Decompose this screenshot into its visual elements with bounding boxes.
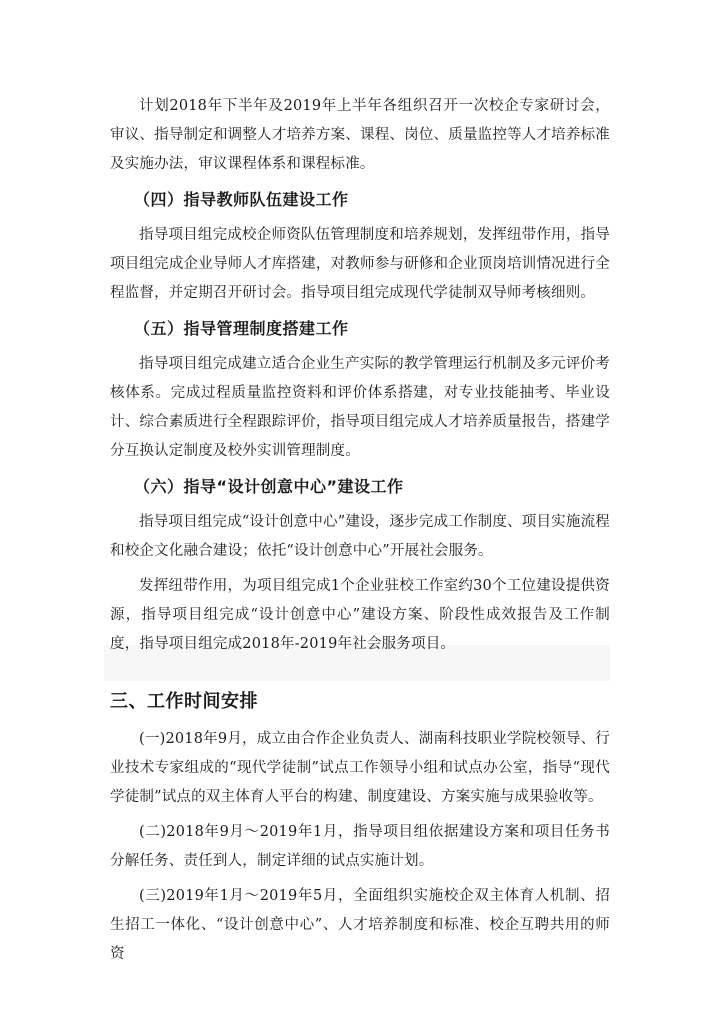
section-heading-schedule: 三、工作时间安排 (110, 691, 258, 712)
para-design-center: 指导项目组完成“设计创意中心”建设，逐步完成工作制度、项目实施流程和校企文化融合建设；依托“设计创意中心”开展社会服务。 (110, 514, 610, 559)
para-teacher-team: 指导项目组完成校企师资队伍管理制度和培养规划，发挥纽带作用，指导项目组完成企业导师人才库搭建，对教师参与研修和企业顶岗培训情况进行全程监督，并定期召开研讨会。指导项目组完成现代学徒制双导师考核细则。 (110, 227, 610, 301)
para-schedule-2: (二)2018年9月～2019年1月，指导项目组依据建设方案和项目任务书分解任务、责任到人，制定详细的试点实施计划。 (110, 824, 610, 869)
para-schedule-3: (三)2019年1月～2019年5月，全面组织实施校企双主体育人机制、招生招工一体化、“设计创意中心”、人才培养制度和标准、校企互聘共用的师资 (110, 888, 610, 962)
para-studio-support: 发挥纽带作用，为项目组完成1个企业驻校工作室约30个工位建设提供资源，指导项目组完成“设计创意中心”建设方案、阶段性成效报告及工作制度，指导项目组完成2018年-2019年社会服务项目。 (110, 578, 610, 652)
heading-management-system: （五）指导管理制度搭建工作 (134, 319, 349, 338)
para-management-system: 指导项目组完成建立适合企业生产实际的教学管理运行机制及多元评价考核体系。完成过程质量监控资料和评价体系搭建，对专业技能抽考、毕业设计、综合素质进行全程跟踪评价，指导项目组完成人才培养质量报告，搭建学分互换认定制度及校外实训管理制度。 (110, 356, 610, 459)
document-body (110, 92, 610, 975)
para-expert-seminar: 计划2018年下半年及2019年上半年各组织召开一次校企专家研讨会，审议、指导制定和调整人才培养方案、课程、岗位、质量监控等人才培养标准及实施办法，审议课程体系和课程标准。 (110, 98, 610, 172)
heading-design-center: （六）指导“设计创意中心”建设工作 (134, 477, 404, 496)
heading-teacher-team: （四）指导教师队伍建设工作 (134, 190, 349, 209)
para-schedule-1: (一)2018年9月，成立由合作企业负责人、湖南科技职业学院校领导、行业技术专家组成的“现代学徒制”试点工作领导小组和试点办公室，指导“现代学徒制”试点的双主体育人平台的构建、制度建设、方案实施与成果验收等。 (110, 731, 610, 805)
